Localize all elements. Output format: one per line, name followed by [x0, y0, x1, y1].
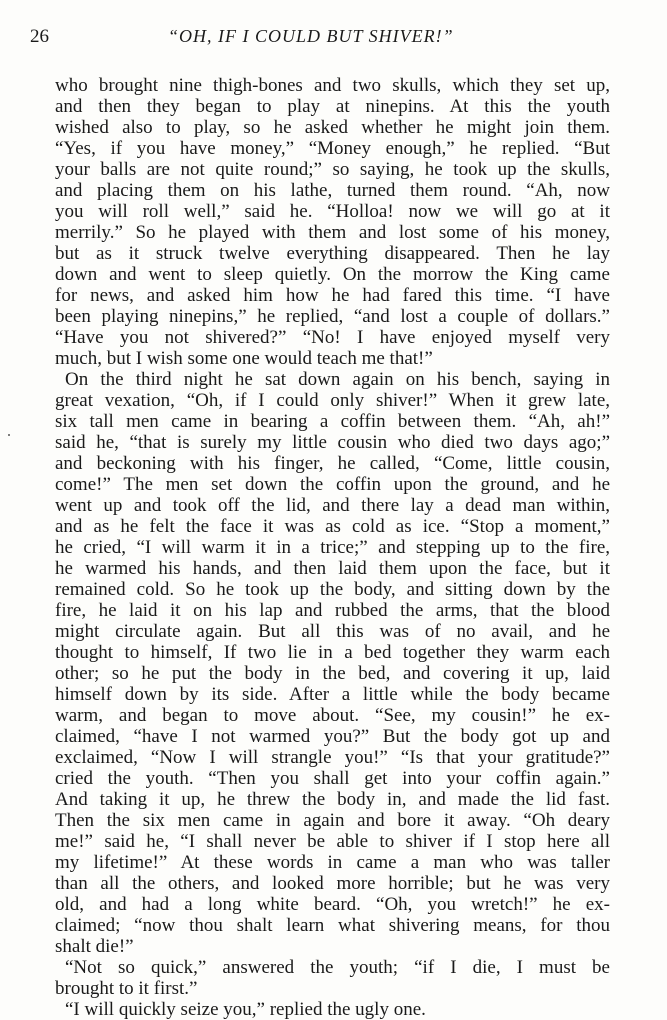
text-line: than all the others, and looked more horrible; but he was very	[55, 873, 610, 894]
text-line: himself down by its side. After a little while the body became	[55, 684, 610, 705]
text-line: and beckoning with his finger, he called, “Come, little cousin,	[55, 453, 610, 474]
text-line: much, but I wish some one would teach me that!”	[55, 348, 433, 369]
text-line: your balls are not quite round;” so saying, he took up the skulls,	[55, 159, 610, 180]
running-title: “OH, IF I COULD BUT SHIVER!”	[168, 26, 454, 46]
text-line: remained cold. So he took up the body, and sitting down by the	[55, 579, 610, 600]
text-line: and as he felt the face it was as cold as ice. “Stop a moment,”	[55, 516, 610, 537]
text-line: warm, and began to move about. “See, my cousin!” he ex-	[55, 705, 610, 726]
page-number: 26	[30, 26, 49, 47]
text-line: and then they began to play at ninepins. At this the youth	[55, 96, 610, 117]
text-line: went up and took off the lid, and there lay a dead man within,	[55, 495, 610, 516]
text-line: said he, “that is surely my little cousin who died two days ago;”	[55, 432, 610, 453]
text-line: great vexation, “Oh, if I could only shiver!” When it grew late,	[55, 390, 610, 411]
margin-speck	[8, 434, 10, 436]
text-line: who brought nine thigh-bones and two skulls, which they set up,	[55, 75, 610, 96]
text-line: claimed, “have I not warmed you?” But the body got up and	[55, 726, 610, 747]
text-line: and placing them on his lathe, turned them round. “Ah, now	[55, 180, 610, 201]
text-line: exclaimed, “Now I will strangle you!” “Is that your gratitude?”	[55, 747, 610, 768]
text-line: he warmed his hands, and then laid them upon the face, but it	[55, 558, 610, 579]
paragraph-first-line: “Not so quick,” answered the youth; “if I die, I must be	[65, 957, 610, 978]
text-line: been playing ninepins,” he replied, “and lost a couple of dollars.”	[55, 306, 610, 327]
text-line: wished also to play, so he asked whether he might join them.	[55, 117, 610, 138]
text-line: old, and had a long white beard. “Oh, you wretch!” he ex-	[55, 894, 610, 915]
text-line: Then the six men came in again and bore it away. “Oh deary	[55, 810, 610, 831]
text-line: he cried, “I will warm it in a trice;” and stepping up to the fire,	[55, 537, 610, 558]
text-line: fire, he laid it on his lap and rubbed the arms, that the blood	[55, 600, 610, 621]
text-line: might circulate again. But all this was of no avail, and he	[55, 621, 610, 642]
paragraph-first-line: “I will quickly seize you,” replied the ugly one.	[65, 999, 426, 1020]
text-line: thought to himself, If two lie in a bed together they warm each	[55, 642, 610, 663]
text-line: “Have you not shivered?” “No! I have enjoyed myself very	[55, 327, 610, 348]
text-line: but as it struck twelve everything disappeared. Then he lay	[55, 243, 610, 264]
page-header	[30, 26, 620, 50]
text-line: me!” said he, “I shall never be able to shiver if I stop here all	[55, 831, 610, 852]
text-line: six tall men came in bearing a coffin between them. “Ah, ah!”	[55, 411, 610, 432]
text-line: “Yes, if you have money,” “Money enough,” he replied. “But	[55, 138, 610, 159]
body-text	[55, 75, 610, 1020]
text-line: brought to it first.”	[55, 978, 198, 999]
text-line: merrily.” So he played with them and lost some of his money,	[55, 222, 610, 243]
text-line: my lifetime!” At these words in came a man who was taller	[55, 852, 610, 873]
text-line: down and went to sleep quietly. On the morrow the King came	[55, 264, 610, 285]
text-line: you will roll well,” said he. “Holloa! now we will go at it	[55, 201, 610, 222]
text-line: other; so he put the body in the bed, and covering it up, laid	[55, 663, 610, 684]
text-line: claimed; “now thou shalt learn what shivering means, for thou	[55, 915, 610, 936]
text-line: for news, and asked him how he had fared this time. “I have	[55, 285, 610, 306]
text-line: come!” The men set down the coffin upon the ground, and he	[55, 474, 610, 495]
text-line: shalt die!”	[55, 936, 134, 957]
text-line: cried the youth. “Then you shall get into your coffin again.”	[55, 768, 610, 789]
paragraph-first-line: On the third night he sat down again on his bench, saying in	[65, 369, 610, 390]
text-line: And taking it up, he threw the body in, and made the lid fast.	[55, 789, 610, 810]
